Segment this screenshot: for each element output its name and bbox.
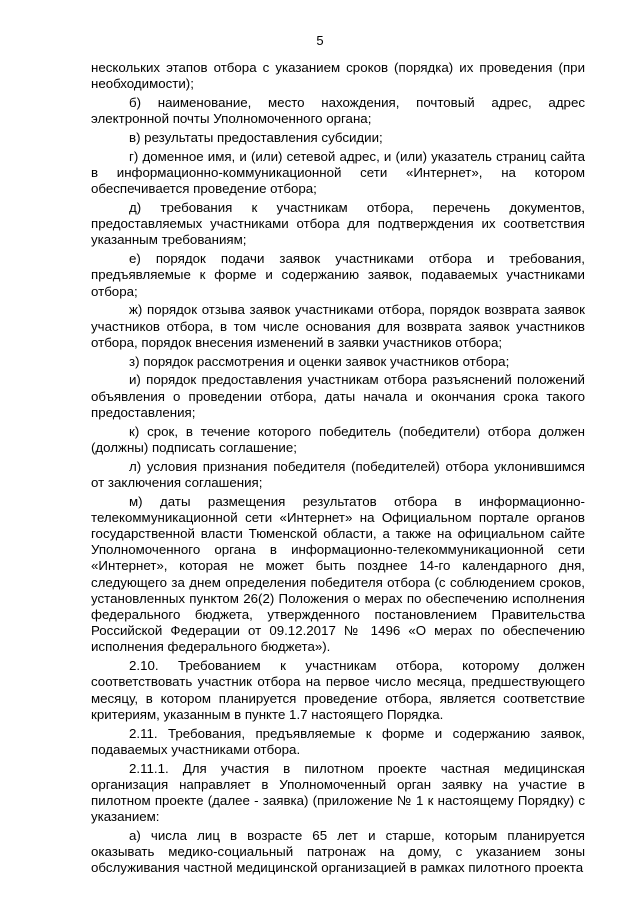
paragraph: а) числа лиц в возрасте 65 лет и старше, которым планируется оказывать медико-социальный патронаж на дому, с указанием зоны обслуживания частной медицинской организацией в рамках пилотного проекта: [91, 828, 585, 876]
paragraph: и) порядок предоставления участникам отбора разъяснений положений объявления о проведении отбора, даты начала и окончания срока такого предоставления;: [91, 372, 585, 420]
paragraph: 2.10. Требованием к участникам отбора, которому должен соответствовать участник отбора на первое число месяца, предшествующего месяцу, в котором планируется проведение отбора, является соответствие критериям, указанным в пункте 1.7 настоящего Порядка.: [91, 658, 585, 722]
paragraph: 2.11. Требования, предъявляемые к форме и содержанию заявок, подаваемых участниками отбора.: [91, 725, 585, 757]
paragraph: в) результаты предоставления субсидии;: [129, 130, 383, 145]
document-body: [91, 60, 585, 879]
paragraph: ж) порядок отзыва заявок участниками отбора, порядок возврата заявок участников отбора, в том числе основания для возврата заявок участников отбора, порядок внесения изменений в заявки участников отбора;: [91, 302, 585, 350]
paragraph: нескольких этапов отбора с указанием сроков (порядка) их проведения (при необходимости);: [91, 60, 585, 92]
paragraph: з) порядок рассмотрения и оценки заявок участников отбора;: [129, 353, 510, 369]
paragraph: л) условия признания победителя (победителей) отбора уклонившимся от заключения соглашения;: [91, 458, 585, 490]
paragraph: г) доменное имя, и (или) сетевой адрес, и (или) указатель страниц сайта в информационно-коммуникационной сети «Интернет», на котором обеспечивается проведение отбора;: [91, 148, 585, 197]
paragraph: д) требования к участникам отбора, перечень документов, предоставляемых участниками отбора для подтверждения их соответствия указанным требованиям;: [91, 200, 585, 248]
paragraph: м) даты размещения результатов отбора в информационно-телекоммуникационной сети «Интернет» на Официальном портале органов государственной власти Тюменской области, а также на официальном сайте Уполномоченного органа в информационно-телекоммуникационной сети «Интернет», которая не может быть позднее 14-го календарного дня, следующего за днем определения победителя отбора (с соблюдением сроков, установленных пунктом 26(2) Положения о мерах по обеспечению исполнения федерального бюджета, утвержденного постановлением Правительства Российской Федерации от 09.12.2017 № 1496 «О мерах по обеспечению исполнения федерального бюджета»).: [91, 493, 585, 655]
page-number: 5: [316, 33, 324, 48]
paragraph: к) срок, в течение которого победитель (победители) отбора должен (должны) подписать соглашение;: [91, 423, 585, 455]
paragraph: б) наименование, место нахождения, почтовый адрес, адрес электронной почты Уполномоченного органа;: [91, 95, 585, 127]
paragraph: е) порядок подачи заявок участниками отбора и требования, предъявляемые к форме и содержанию заявок, подаваемых участниками отбора;: [91, 251, 585, 299]
paragraph: 2.11.1. Для участия в пилотном проекте частная медицинская организация направляет в Уполномоченный орган заявку на участие в пилотном проекте (далее - заявка) (приложение № 1 к настоящему Порядку) с указанием:: [91, 760, 585, 825]
